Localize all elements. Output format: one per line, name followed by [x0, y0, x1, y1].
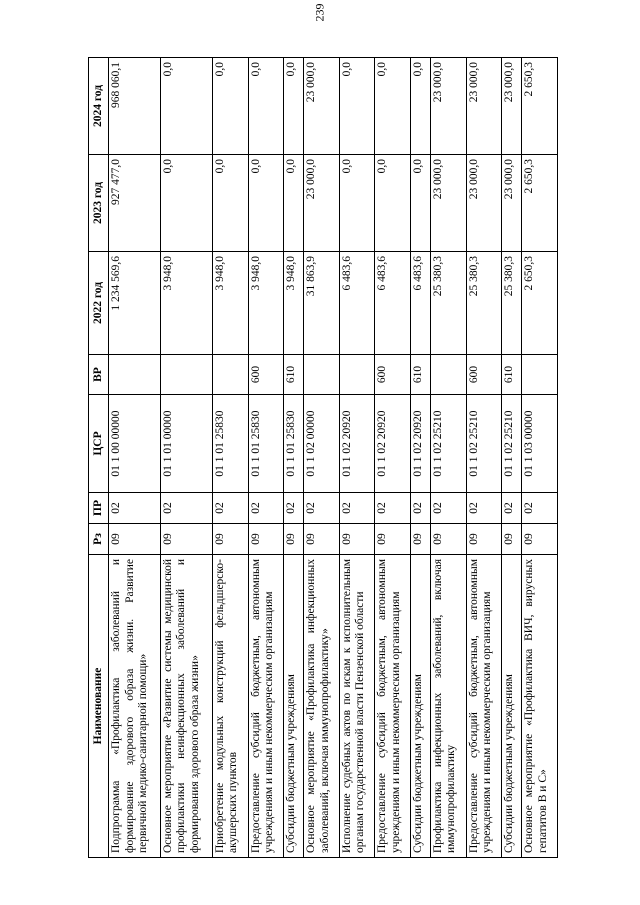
cell-y2024: 2 650,3: [522, 58, 558, 155]
cell-y2022: 2 650,3: [522, 252, 558, 355]
cell-rz: 09: [522, 524, 558, 555]
cell-rz: 09: [375, 524, 411, 555]
cell-csr: 01 1 02 20920: [411, 395, 431, 493]
table-row: [411, 58, 431, 858]
cell-rz: 09: [339, 524, 375, 555]
page-number: [0, 2, 640, 22]
cell-pr: 02: [212, 493, 248, 524]
cell-pr: 02: [248, 493, 284, 524]
cell-rz: 09: [284, 524, 304, 555]
cell-pr: 02: [109, 493, 161, 524]
header-csr: ЦСР: [89, 395, 109, 493]
rotated-table-container: [88, 58, 558, 858]
cell-y2023: 0,0: [284, 155, 304, 252]
table-row: [339, 58, 375, 858]
cell-rz: 09: [109, 524, 161, 555]
cell-pr: 02: [502, 493, 522, 524]
cell-y2022: 6 483,6: [339, 252, 375, 355]
cell-y2024: 0,0: [212, 58, 248, 155]
cell-csr: 01 1 02 00000: [303, 395, 339, 493]
cell-rz: 09: [430, 524, 466, 555]
cell-vr: 600: [248, 355, 284, 395]
cell-name: Приобретение модульных конструкций фельдшерско-акушерских пунктов: [212, 555, 248, 858]
cell-name: Подпрограмма «Профилактика заболеваний и формирование здорового образа жизни. Развитие первичной медико-санитарной помощи»: [109, 555, 161, 858]
cell-vr: [303, 355, 339, 395]
cell-vr: 610: [284, 355, 304, 395]
cell-csr: 01 1 02 20920: [375, 395, 411, 493]
table-row: [430, 58, 466, 858]
cell-pr: 02: [303, 493, 339, 524]
cell-y2023: 0,0: [411, 155, 431, 252]
cell-name: Субсидии бюджетным учреждениям: [502, 555, 522, 858]
cell-vr: 600: [375, 355, 411, 395]
cell-rz: 09: [502, 524, 522, 555]
header-name: Наименование: [89, 555, 109, 858]
cell-y2024: 968 060,1: [109, 58, 161, 155]
cell-y2022: 25 380,3: [502, 252, 522, 355]
cell-csr: 01 1 02 25210: [466, 395, 502, 493]
cell-y2022: 3 948,0: [284, 252, 304, 355]
table-header-row: [89, 58, 109, 858]
page-number-text: 239: [312, 3, 327, 21]
cell-y2024: 0,0: [339, 58, 375, 155]
header-2022: 2022 год: [89, 252, 109, 355]
cell-rz: 09: [466, 524, 502, 555]
cell-y2022: 1 234 569,6: [109, 252, 161, 355]
cell-y2023: 0,0: [339, 155, 375, 252]
cell-y2024: 0,0: [160, 58, 212, 155]
cell-name: Основное мероприятие «Развитие системы медицинской профилактики неинфекционных заболеваний и формирования здорового образа жизни»: [160, 555, 212, 858]
cell-csr: 01 1 00 00000: [109, 395, 161, 493]
cell-y2024: 0,0: [248, 58, 284, 155]
cell-rz: 09: [411, 524, 431, 555]
cell-csr: 01 1 02 25210: [502, 395, 522, 493]
cell-vr: 600: [466, 355, 502, 395]
cell-pr: 02: [411, 493, 431, 524]
cell-rz: 09: [248, 524, 284, 555]
cell-y2022: 31 863,9: [303, 252, 339, 355]
cell-y2024: 23 000,0: [303, 58, 339, 155]
cell-y2022: 6 483,6: [375, 252, 411, 355]
cell-y2024: 0,0: [411, 58, 431, 155]
header-2024: 2024 год: [89, 58, 109, 155]
cell-csr: 01 1 01 25830: [284, 395, 304, 493]
cell-name: Основное мероприятие «Профилактика ВИЧ, вирусных гепатитов В и С»: [522, 555, 558, 858]
cell-csr: 01 1 02 20920: [339, 395, 375, 493]
cell-name: Субсидии бюджетным учреждениям: [284, 555, 304, 858]
cell-csr: 01 1 01 25830: [248, 395, 284, 493]
header-2023: 2023 год: [89, 155, 109, 252]
cell-y2024: 23 000,0: [502, 58, 522, 155]
cell-y2022: 3 948,0: [212, 252, 248, 355]
cell-vr: [212, 355, 248, 395]
cell-y2023: 23 000,0: [303, 155, 339, 252]
cell-vr: 610: [411, 355, 431, 395]
cell-name: Профилактика инфекционных заболеваний, включая иммунопрофилактику: [430, 555, 466, 858]
cell-vr: [522, 355, 558, 395]
cell-csr: 01 1 01 00000: [160, 395, 212, 493]
cell-csr: 01 1 01 25830: [212, 395, 248, 493]
cell-name: Предоставление субсидий бюджетным, автономным учреждениям и иным некоммерческим организациям: [248, 555, 284, 858]
cell-y2023: 0,0: [212, 155, 248, 252]
cell-name: Исполнение судебных актов по искам к исполнительным органам государственной власти Пензенской области: [339, 555, 375, 858]
cell-y2023: 23 000,0: [430, 155, 466, 252]
table-row: [160, 58, 212, 858]
cell-y2022: 3 948,0: [248, 252, 284, 355]
table-row: [109, 58, 161, 858]
table-body: [109, 58, 558, 858]
cell-rz: 09: [160, 524, 212, 555]
cell-pr: 02: [339, 493, 375, 524]
cell-y2023: 0,0: [248, 155, 284, 252]
table-row: [284, 58, 304, 858]
cell-name: Субсидии бюджетным учреждениям: [411, 555, 431, 858]
cell-y2022: 25 380,3: [466, 252, 502, 355]
cell-rz: 09: [303, 524, 339, 555]
cell-name: Предоставление субсидий бюджетным, автономным учреждениям и иным некоммерческим организациям: [466, 555, 502, 858]
cell-y2024: 0,0: [284, 58, 304, 155]
cell-y2024: 23 000,0: [466, 58, 502, 155]
cell-y2023: 2 650,3: [522, 155, 558, 252]
table-row: [502, 58, 522, 858]
table-row: [375, 58, 411, 858]
cell-pr: 02: [375, 493, 411, 524]
cell-y2023: 0,0: [375, 155, 411, 252]
cell-vr: 610: [502, 355, 522, 395]
table-row: [248, 58, 284, 858]
cell-vr: [160, 355, 212, 395]
cell-pr: 02: [284, 493, 304, 524]
cell-csr: 01 1 02 25210: [430, 395, 466, 493]
cell-name: Предоставление субсидий бюджетным, автономным учреждениям и иным некоммерческим организациям: [375, 555, 411, 858]
cell-y2023: 23 000,0: [466, 155, 502, 252]
cell-y2022: 25 380,3: [430, 252, 466, 355]
header-rz: Рз: [89, 524, 109, 555]
budget-table: [88, 57, 558, 858]
cell-y2023: 0,0: [160, 155, 212, 252]
cell-y2023: 23 000,0: [502, 155, 522, 252]
cell-y2024: 23 000,0: [430, 58, 466, 155]
cell-name: Основное мероприятие «Профилактика инфекционных заболеваний, включая иммунопрофилактику»: [303, 555, 339, 858]
cell-y2022: 3 948,0: [160, 252, 212, 355]
header-pr: ПР: [89, 493, 109, 524]
cell-rz: 09: [212, 524, 248, 555]
cell-y2023: 927 477,0: [109, 155, 161, 252]
cell-csr: 01 1 03 00000: [522, 395, 558, 493]
table-row: [466, 58, 502, 858]
cell-y2022: 6 483,6: [411, 252, 431, 355]
cell-vr: [430, 355, 466, 395]
cell-y2024: 0,0: [375, 58, 411, 155]
table-row: [522, 58, 558, 858]
cell-pr: 02: [430, 493, 466, 524]
cell-vr: [339, 355, 375, 395]
table-row: [212, 58, 248, 858]
header-vr: ВР: [89, 355, 109, 395]
cell-pr: 02: [522, 493, 558, 524]
cell-pr: 02: [466, 493, 502, 524]
cell-pr: 02: [160, 493, 212, 524]
cell-vr: [109, 355, 161, 395]
table-row: [303, 58, 339, 858]
